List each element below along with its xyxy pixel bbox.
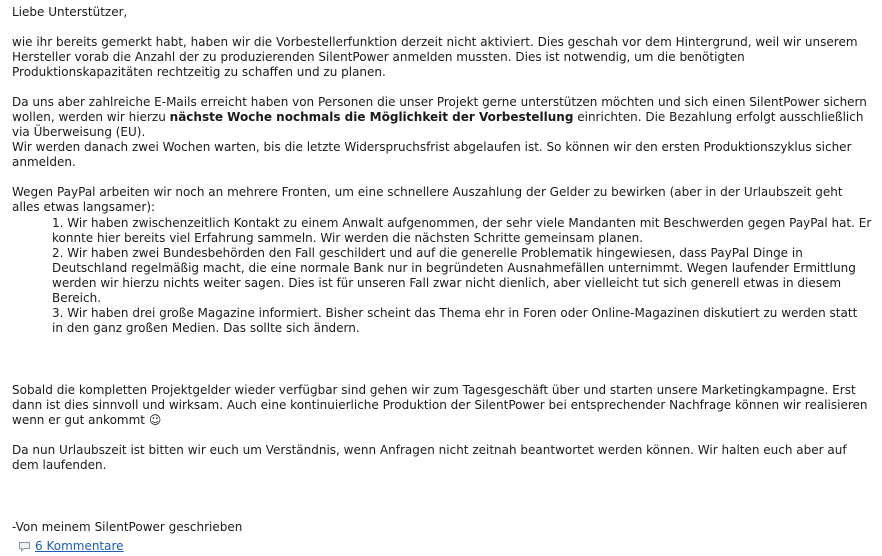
paragraph-preorder-again-payment: einrichten. Die Bezahlung erfolgt ausschließlich via Überweisung (EU). [12,110,864,139]
list-item: 2. Wir haben zwei Bundesbehörden den Fall geschildert und auf die generelle Problematik hingewiesen, dass PayPal Dinge in Deutschland regelmäßig macht, die eine normale Bank nur in begründeten Ausnahmefällen unternimmt. Wegen laufender Ermittlung werden wir hierzu nichts weiter sagen. Dies ist für unseren Fall zwar nicht dienlich, aber vielleicht tut sich generell etwas in diesem Bereich. [52,246,856,305]
paragraph-marketing: Sobald die kompletten Projektgelder wieder verfügbar sind gehen wir zum Tagesgeschäft über und starten unsere Marketingkampagne. Erst dann ist dies sinnvoll und wirksam. Auch eine kontinuierliche Produktion der SilentPower bei entsprechender Nachfrage können wir realisieren wenn er gut ankommt ☺ [12,383,868,427]
paragraph-paypal-intro: Wegen PayPal arbeiten wir noch an mehrere Fronten, um eine schnellere Auszahlung der Gelder zu bewirken (aber in der Urlaubszeit geht alles etwas langsamer): [12,185,843,214]
list-item: 3. Wir haben drei große Magazine informiert. Bisher scheint das Thema ehr in Foren oder Online-Magazinen diskutiert zu werden statt in den ganz großen Medien. Das sollte sich ändern. [52,306,858,335]
list-item: 1. Wir haben zwischenzeitlich Kontakt zu einem Anwalt aufgenommen, der sehr viele Mandanten mit Beschwerden gegen PayPal hat. Er konnte hier bereits viel Erfahrung sammeln. Wir werden die nächsten Schritte gemeinsam planen. [52,216,872,245]
signature: -Von meinem SilentPower geschrieben [12,520,243,534]
paypal-measures-list [12,216,872,336]
comments-row [12,539,872,554]
paragraph-preorder-info: wie ihr bereits gemerkt habt, haben wir die Vorbestellerfunktion derzeit nicht aktiviert. Dies geschah vor dem Hintergrund, weil wir unserem Hersteller vorab die Anzahl der zu produzierenden SilentPower anmelden mussten. Dies ist notwendig, um die benötigten Produktionskapazitäten rechtzeitig zu schaffen und zu planen. [12,35,858,79]
paragraph-preorder-again-intro: Da uns aber zahlreiche E-Mails erreicht haben von Personen die unser Projekt gerne unterstützen möchten und sich einen SilentPower sichern wollen, werden wir hierzu [12,95,867,124]
blog-post [12,5,872,554]
paragraph-vacation: Da nun Urlaubszeit ist bitten wir euch um Verständnis, wenn Anfragen nicht zeitnah beantwortet werden können. Wir halten euch aber auf dem laufenden. [12,443,847,472]
greeting: Liebe Unterstützer, [12,5,128,19]
preorder-highlight: nächste Woche nochmals die Möglichkeit der Vorbestellung [169,110,574,124]
paragraph-preorder-again [12,95,872,140]
paragraph-withdrawal-period: Wir werden danach zwei Wochen warten, bis die letzte Widerspruchsfrist abgelaufen ist. So können wir den ersten Produktionszyklus sicher anmelden. [12,140,852,169]
comments-link[interactable]: 6 Kommentare [35,539,124,553]
speech-bubble-icon[interactable] [18,541,31,552]
